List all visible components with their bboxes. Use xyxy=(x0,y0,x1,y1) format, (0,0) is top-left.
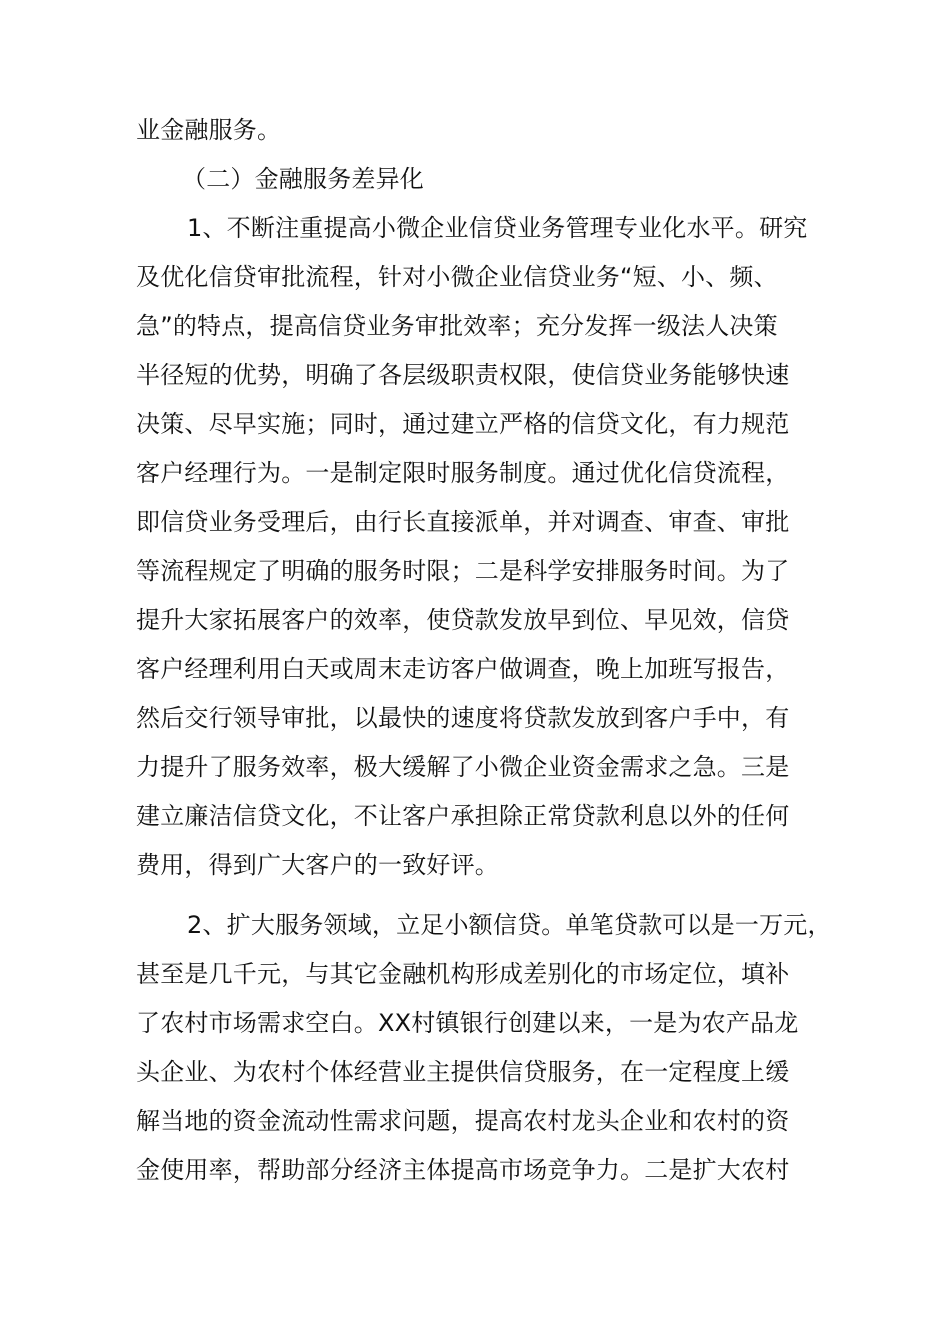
text-line: 及优化信贷审批流程，针对小微企业信贷业务“短、小、频、 xyxy=(136,263,778,291)
text-line: 等流程规定了明确的服务时限；二是科学安排服务时间。为了 xyxy=(136,557,790,585)
text-line: 金使用率，帮助部分经济主体提高市场竞争力。二是扩大农村 xyxy=(136,1156,790,1184)
text-line: 然后交行领导审批，以最快的速度将贷款发放到客户手中，有 xyxy=(136,704,790,732)
text-line: 客户经理利用白天或周末走访客户做调查，晚上加班写报告， xyxy=(136,655,790,683)
paragraph-first-line: 2、扩大服务领域，立足小额信贷。单笔贷款可以是一万元， xyxy=(187,911,832,939)
text-line: 解当地的资金流动性需求问题，提高农村龙头企业和农村的资 xyxy=(136,1107,790,1135)
section-heading: （二）金融服务差异化 xyxy=(182,165,424,193)
text-line: 力提升了服务效率，极大缓解了小微企业资金需求之急。三是 xyxy=(136,753,790,781)
text-line: 甚至是几千元，与其它金融机构形成差别化的市场定位，填补 xyxy=(136,960,790,988)
text-line: 头企业、为农村个体经营业主提供信贷服务，在一定程度上缓 xyxy=(136,1058,790,1086)
text-line: 决策、尽早实施；同时，通过建立严格的信贷文化，有力规范 xyxy=(136,410,790,438)
text-line: 业金融服务。 xyxy=(136,116,282,144)
text-line: 提升大家拓展客户的效率，使贷款发放早到位、早见效，信贷 xyxy=(136,606,790,634)
text-line: 客户经理行为。一是制定限时服务制度。通过优化信贷流程， xyxy=(136,459,790,487)
text-line: 了农村市场需求空白。XX村镇银行创建以来，一是为农产品龙 xyxy=(136,1009,799,1037)
paragraph-first-line: 1、不断注重提高小微企业信贷业务管理专业化水平。研究 xyxy=(187,214,808,242)
text-line: 急”的特点，提高信贷业务审批效率；充分发挥一级法人决策 xyxy=(136,312,778,340)
text-line: 即信贷业务受理后，由行长直接派单，并对调查、审查、审批 xyxy=(136,508,790,536)
text-line: 建立廉洁信贷文化，不让客户承担除正常贷款利息以外的任何 xyxy=(136,802,790,830)
text-line: 半径短的优势，明确了各层级职责权限，使信贷业务能够快速 xyxy=(136,361,790,389)
text-line: 费用，得到广大客户的一致好评。 xyxy=(136,851,499,879)
